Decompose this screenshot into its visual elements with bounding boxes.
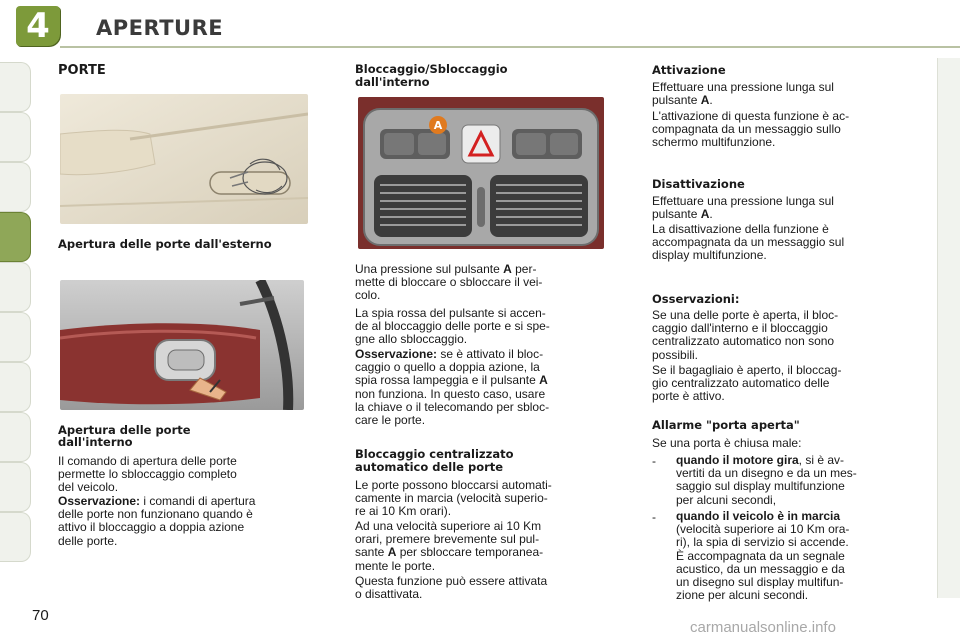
text-line: Effettuare una pressione lunga sul (652, 80, 834, 94)
col2-paragraph-5 (355, 575, 605, 601)
observations-paragraph-2 (652, 364, 905, 404)
text-line: display multifunzione. (652, 248, 767, 263)
button-a-ref: A (700, 93, 710, 108)
text-line: la chiave o il telecomando per sbloc- (355, 399, 550, 414)
text-line: (velocità superiore ai 10 Km ora- (676, 522, 850, 537)
text-line: de al bloccaggio delle porte e si spe- (355, 319, 550, 334)
text-line: un disegno sul display multifun- (676, 575, 844, 590)
list-dash: - (652, 454, 656, 468)
text-line: delle porte. (58, 533, 118, 548)
col1-note (58, 495, 308, 548)
note-label: Osservazione: (355, 347, 438, 361)
text-line: del veicolo. (58, 480, 119, 495)
text-line: gne allo sbloccaggio. (355, 332, 468, 347)
heading-deactivation: Disattivazione (652, 177, 745, 191)
text-line: o disattivata. (355, 587, 423, 602)
heading-door-open-alarm: Allarme "porta aperta" (652, 418, 800, 432)
alarm-item-engine-running (676, 454, 905, 507)
heading-activation: Attivazione (652, 63, 726, 77)
text-span: Una pressione sul pulsante (355, 262, 504, 276)
heading-lock-unlock-line1: Bloccaggio/Sbloccaggio (355, 62, 508, 76)
heading-lock-unlock-line2: dall'interno (355, 75, 430, 89)
text-line: acustico, da un messaggio e da (676, 561, 845, 576)
text-span: pulsante (652, 93, 701, 108)
item-bold-text: quando il veicolo è in marcia (676, 509, 841, 523)
section-title-porte: PORTE (58, 63, 106, 78)
observations-paragraph-1 (652, 309, 905, 362)
text-span: se è attivato il bloc- (437, 347, 544, 361)
text-line: permette lo sbloccaggio completo (58, 467, 237, 482)
text-line: attivo il bloccaggio a doppia azione (58, 520, 245, 535)
text-line: Se una delle porte è aperta, il bloc- (652, 308, 839, 322)
text-line: zione per alcuni secondi. (676, 588, 809, 603)
text-line: colo. (355, 288, 381, 303)
text-line: gio centralizzato automatico delle (652, 376, 830, 391)
col2-paragraph-4 (355, 520, 605, 573)
text-line: per alcuni secondi, (676, 492, 777, 507)
text-line: ri), la spia di servizio si accende. (676, 535, 849, 550)
col2-paragraph-1 (355, 263, 605, 303)
button-a-ref: A (503, 262, 512, 276)
text-span: per sbloccare temporanea- (396, 545, 544, 560)
page-number: 70 (32, 607, 49, 624)
chapter-tab-4-active[interactable] (0, 212, 31, 262)
col1-paragraph-1 (58, 455, 308, 495)
note-label: Osservazione: (58, 494, 141, 508)
col2-paragraph-3 (355, 479, 605, 519)
text-span: sante (355, 545, 388, 560)
activation-paragraph-1 (652, 81, 905, 107)
chapter-tab-3[interactable] (0, 162, 31, 212)
text-line: care le porte. (355, 413, 426, 428)
heading-central-locking-line1: Bloccaggio centralizzato (355, 447, 514, 461)
interior-door-handle-image (60, 280, 304, 410)
text-span: i comandi di apertura (140, 494, 256, 508)
caption-exterior-opening: Apertura delle porte dall'esterno (58, 237, 272, 251)
chapter-tab-2[interactable] (0, 112, 31, 162)
alarm-item-vehicle-moving (676, 510, 905, 602)
text-line: compagnata da un messaggio sullo (652, 122, 841, 137)
text-line: orari, premere brevemente sul pul- (355, 532, 540, 547)
text-line: vertiti da un disegno e da un mes- (676, 466, 857, 481)
text-line: Effettuare una pressione lunga sul (652, 194, 834, 208)
activation-paragraph-2 (652, 110, 905, 150)
text-span: . (709, 207, 713, 222)
text-line: Questa funzione può essere attivata (355, 574, 548, 588)
button-a-ref: A (387, 545, 397, 560)
heading-central-locking-line2: automatico delle porte (355, 460, 504, 474)
page-edge-strip (937, 58, 960, 598)
heading-observations: Osservazioni: (652, 292, 740, 306)
text-line: mente le porte. (355, 558, 436, 573)
text-span: pulsante (652, 207, 701, 222)
list-dash: - (652, 510, 656, 524)
text-line: delle porte non funzionano quando è (58, 507, 253, 522)
text-span: per- (511, 262, 537, 276)
text-line: possibili. (652, 347, 699, 362)
text-line: mette di bloccare o sbloccare il vei- (355, 275, 543, 290)
site-watermark: carmanualsonline.info (690, 619, 836, 636)
chapter-tab-9[interactable] (0, 462, 31, 512)
text-line: non funziona. In questo caso, usare (355, 386, 546, 401)
chapter-tab-5[interactable] (0, 262, 31, 312)
col2-paragraph-2 (355, 307, 605, 347)
header (0, 0, 960, 50)
button-a-callout: A (433, 119, 443, 132)
chapter-tab-6[interactable] (0, 312, 31, 362)
caption-interior-opening-line1: Apertura delle porte (58, 423, 191, 437)
chapter-tab-10[interactable] (0, 512, 31, 562)
deactivation-paragraph-2 (652, 223, 905, 263)
deactivation-paragraph-1 (652, 195, 905, 221)
caption-interior-opening-line2: dall'interno (58, 435, 133, 449)
text-line: caggio dall'interno e il bloccaggio (652, 321, 828, 336)
item-bold-text: quando il motore gira (676, 453, 799, 467)
text-line: La spia rossa del pulsante si accen- (355, 306, 546, 320)
text-line: La disattivazione della funzione è (652, 222, 829, 236)
chapter-title: APERTURE (96, 16, 224, 40)
chapter-tab-8[interactable] (0, 412, 31, 462)
text-line: porte è attivo. (652, 389, 725, 404)
text-line: Le porte possono bloccarsi automati- (355, 478, 552, 492)
text-line: Il comando di apertura delle porte (58, 454, 237, 468)
alarm-intro: Se una porta è chiusa male: (652, 436, 802, 450)
text-line: schermo multifunzione. (652, 135, 776, 150)
text-span: spia rossa lampeggia e il pulsante (355, 373, 540, 388)
chapter-tab-1[interactable] (0, 62, 31, 112)
text-span: . (709, 93, 713, 108)
button-a-ref: A (700, 207, 710, 222)
text-line: re ai 10 Km orari). (355, 504, 452, 519)
text-line: accompagnata da un messaggio sul (652, 235, 845, 250)
center-console-image (358, 97, 604, 249)
chapter-number-badge: 4 (16, 6, 60, 46)
text-line: caggio o quello a doppia azione, la (355, 360, 540, 375)
button-a-ref: A (539, 373, 548, 388)
text-line: saggio sul display multifunzione (676, 479, 845, 494)
text-line: È accompagnata da un segnale (676, 548, 845, 563)
text-line: Ad una velocità superiore ai 10 Km (355, 519, 542, 533)
col2-note (355, 348, 605, 427)
exterior-door-handle-image (60, 94, 308, 224)
text-line: centralizzato automatico non sono (652, 334, 835, 349)
text-line: Se il bagagliaio è aperto, il bloccag- (652, 363, 842, 377)
text-line: camente in marcia (velocità superio- (355, 491, 548, 506)
text-span: , si è av- (798, 453, 845, 467)
header-rule (60, 46, 960, 48)
text-line: L'attivazione di questa funzione è ac- (652, 109, 850, 123)
chapter-tab-7[interactable] (0, 362, 31, 412)
